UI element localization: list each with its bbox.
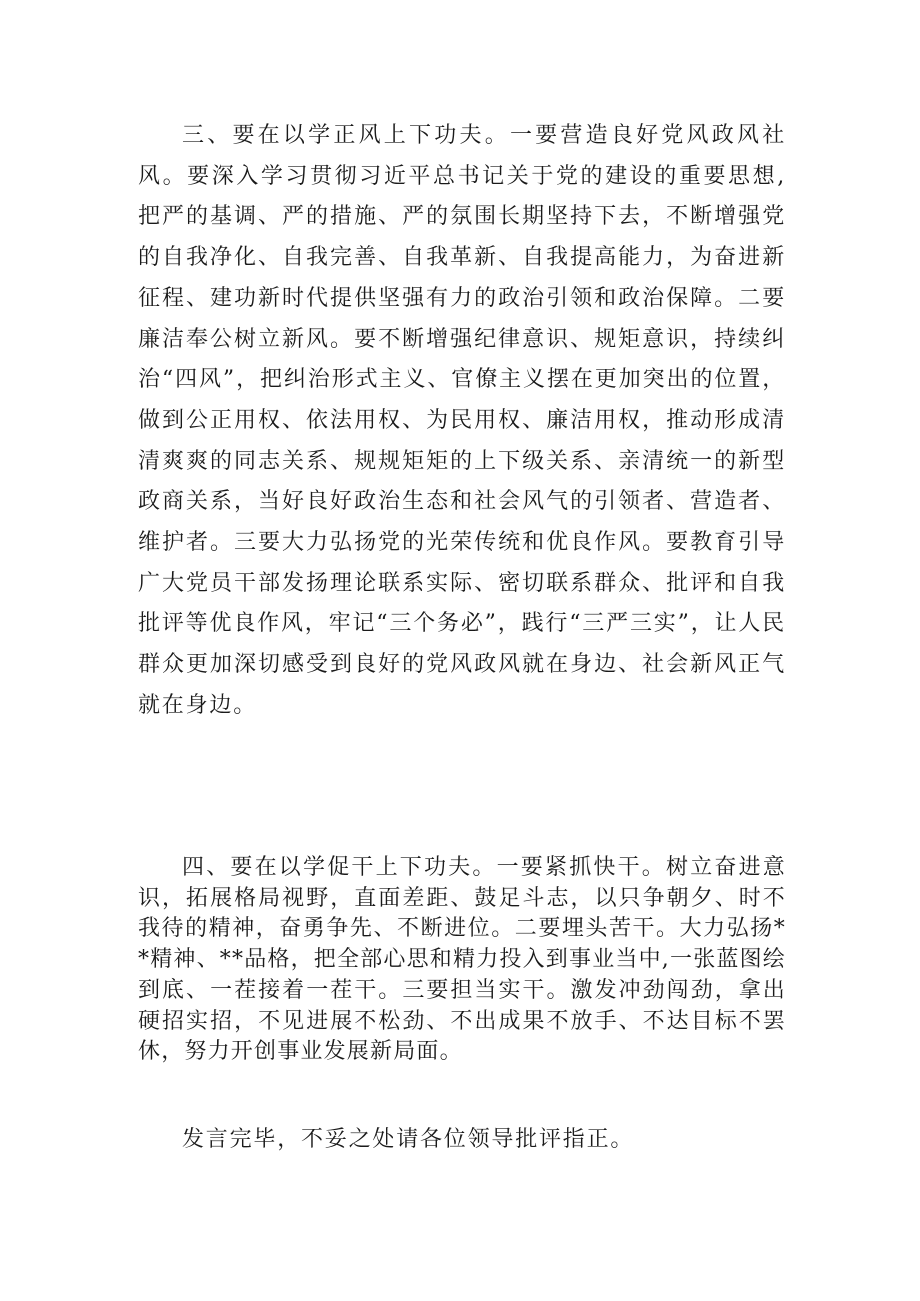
paragraph-closing: 发言完毕，不妥之处请各位领导批评指正。: [182, 1127, 635, 1152]
paragraph-section-three: 三、要在以学正风上下功夫。一要营造良好党风政风社风。要深入学习贯彻习近平总书记关于党的建设的重要思想,把严的基调、严的措施、严的氛围长期坚持下去，不断增强党的自我净化、自我完善、自我革新、自我提高能力，为奋进新征程、建功新时代提供坚强有力的政治引领和政治保障。二要廉洁奉公树立新风。要不断增强纪律意识、规矩意识，持续纠治“四风”，把纠治形式主义、官僚主义摆在更加突出的位置，做到公正用权、依法用权、为民用权、廉洁用权，推动形成清清爽爽的同志关系、规规矩矩的上下级关系、亲清统一的新型政商关系，当好良好政治生态和社会风气的引领者、营造者、维护者。三要大力弘扬党的光荣传统和优良作风。要教育引导广大党员干部发扬理论联系实际、密切联系群众、批评和自我批评等优良作风，牢记“三个务必”，践行“三严三实”，让人民群众更加深切感受到良好的党风政风就在身边、社会新风正气就在身边。: [138, 123, 786, 718]
paragraph-section-four: 四、要在以学促干上下功夫。一要紧抓快干。树立奋进意识，拓展格局视野，直面差距、鼓足斗志，以只争朝夕、时不我待的精神，奋勇争先、不断进位。二要埋头苦干。大力弘扬**精神、**品格，把全部心思和精力投入到事业当中,一张蓝图绘到底、一茬接着一茬干。三要担当实干。激发冲劲闯劲，拿出硬招实招，不见进展不松劲、不出成果不放手、不达目标不罢休，努力开创事业发展新局面。: [138, 855, 786, 1065]
